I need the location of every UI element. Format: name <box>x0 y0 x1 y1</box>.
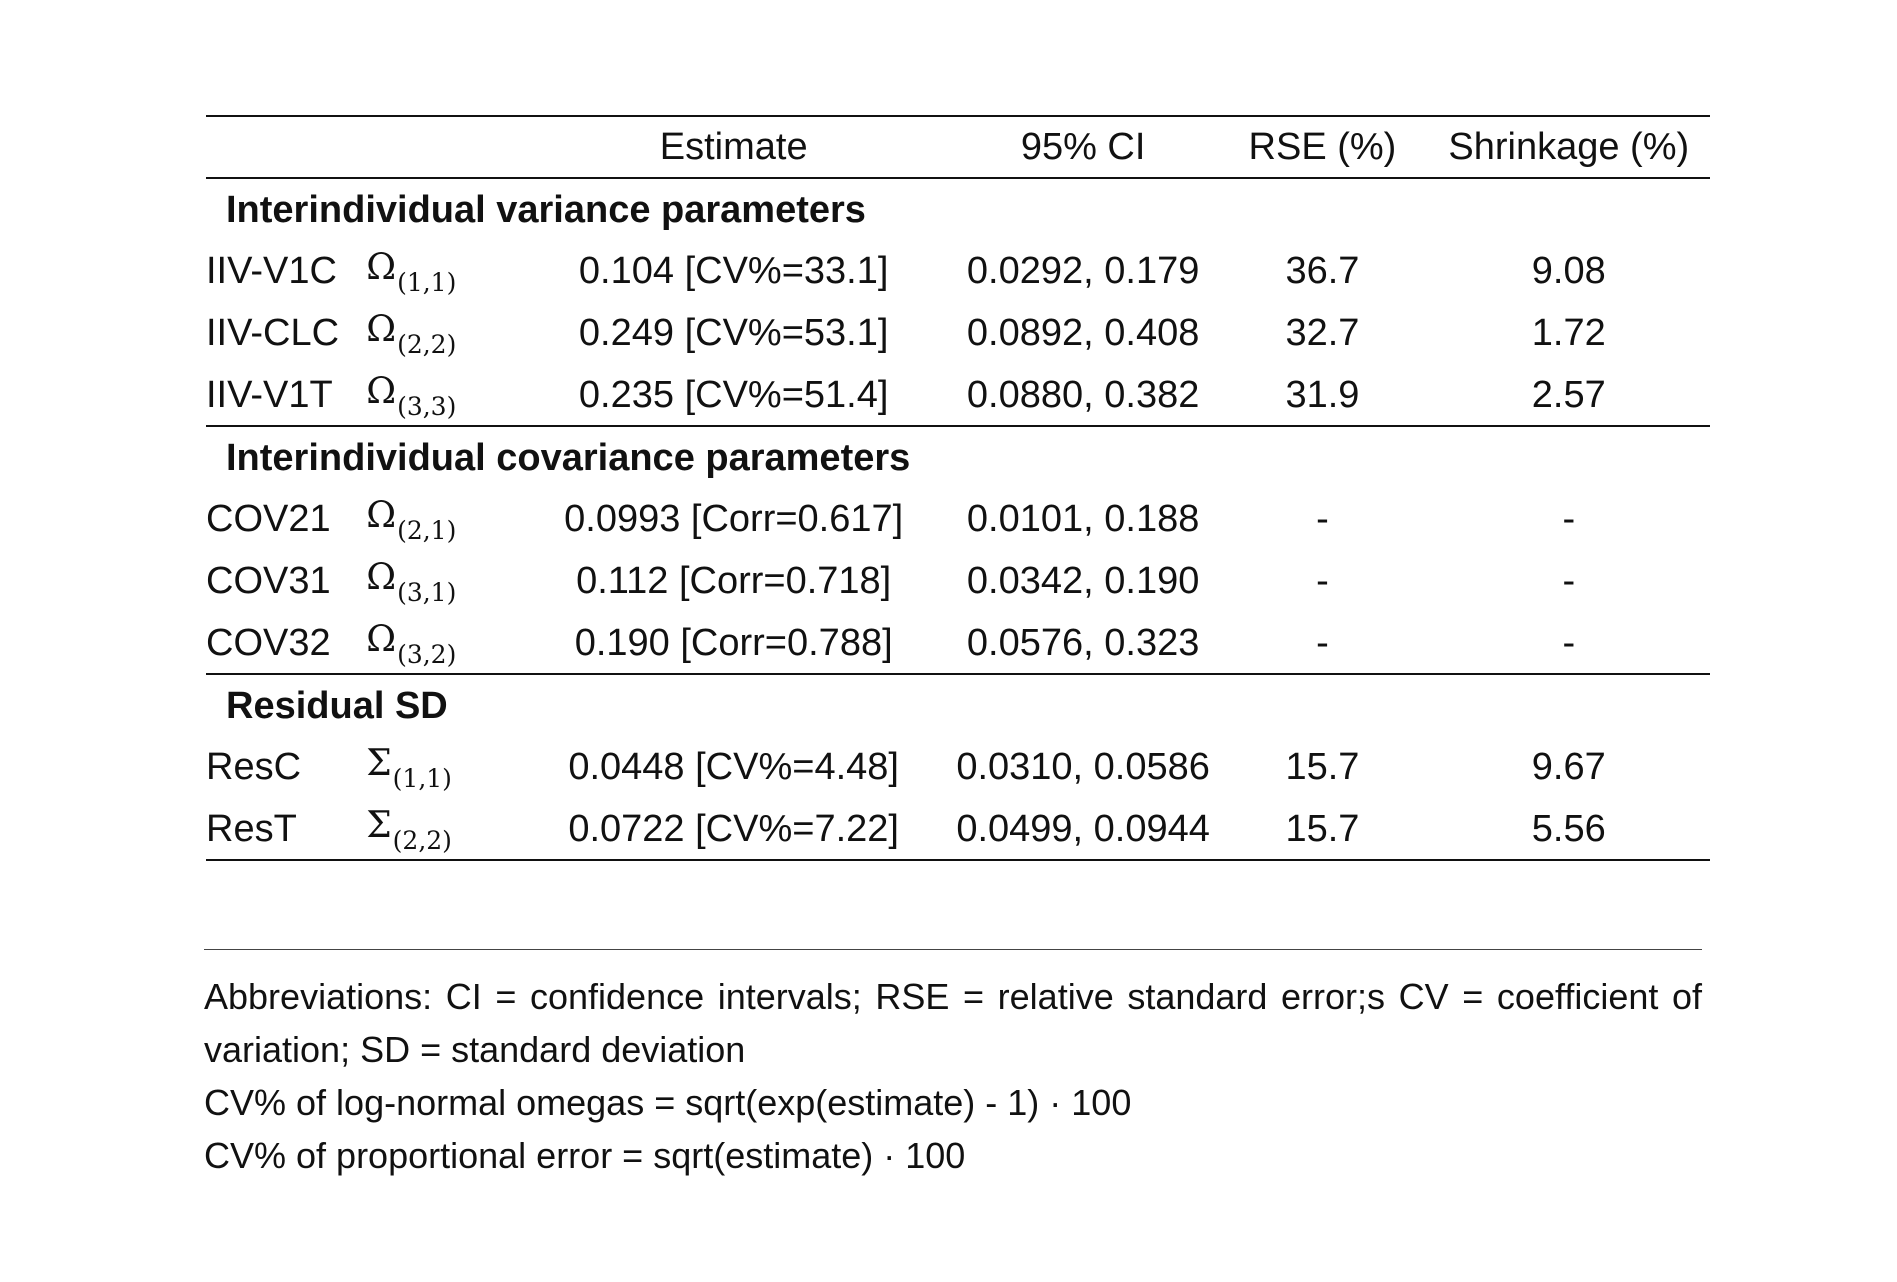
cell-parameter-name: ResT <box>206 798 366 860</box>
header-name <box>206 116 366 178</box>
cell-symbol <box>366 302 518 364</box>
note-abbreviations: Abbreviations: CI = confidence intervals; RSE = relative standard error;s CV = coefficient of variation; SD = standard deviation <box>204 976 1702 1070</box>
cell-shrinkage: 9.67 <box>1531 746 1606 788</box>
cell-rse: - <box>1217 612 1427 674</box>
cell-ci: 0.0576, 0.323 <box>949 612 1217 674</box>
cell-parameter-name: COV21 <box>206 498 331 540</box>
symbol-letter: Ω <box>366 309 397 350</box>
section-title: Residual SD <box>226 684 448 727</box>
symbol-subscript: (3,1) <box>397 578 457 607</box>
table-notes <box>204 949 1702 1182</box>
cell-estimate: 0.0722 [CV%=7.22] <box>518 798 949 860</box>
cell-shrinkage: - <box>1428 612 1710 674</box>
cell-ci: 0.0101, 0.188 <box>966 498 1200 540</box>
cell-symbol <box>366 736 518 798</box>
cell-shrinkage: 1.72 <box>1531 312 1606 354</box>
symbol-subscript: (1,1) <box>397 268 457 297</box>
cell-ci: 0.0292, 0.179 <box>966 250 1200 292</box>
symbol-subscript: (2,2) <box>397 330 457 359</box>
symbol-letter: Σ <box>366 743 392 784</box>
parameter-table <box>206 115 1710 861</box>
cell-shrinkage: - <box>1562 498 1576 540</box>
cell-ci: 0.0499, 0.0944 <box>949 798 1217 860</box>
section-header-row <box>206 426 1710 488</box>
cell-ci: 0.0892, 0.408 <box>966 312 1200 354</box>
cell-parameter-name: COV32 <box>206 612 366 674</box>
table-row <box>206 612 1710 674</box>
symbol-subscript: (1,1) <box>392 764 452 793</box>
cell-shrinkage: - <box>1562 560 1576 602</box>
cell-symbol <box>366 550 518 612</box>
cell-estimate: 0.0448 [CV%=4.48] <box>568 746 899 788</box>
symbol-letter: Ω <box>366 618 397 660</box>
section-header-row <box>206 178 1710 240</box>
cell-symbol <box>366 612 518 674</box>
cell-rse: 36.7 <box>1285 250 1360 292</box>
cell-rse: - <box>1316 498 1329 540</box>
symbol-letter: Ω <box>366 370 397 412</box>
table-row <box>206 798 1710 860</box>
cell-ci: 0.0880, 0.382 <box>949 364 1217 426</box>
header-ci: 95% CI <box>949 116 1217 178</box>
table-row <box>206 550 1710 612</box>
cell-symbol <box>366 364 518 426</box>
cell-symbol <box>366 488 518 550</box>
cell-rse: 15.7 <box>1285 746 1360 788</box>
cell-parameter-name: COV31 <box>206 560 331 602</box>
cell-estimate: 0.190 [Corr=0.788] <box>518 612 949 674</box>
cell-parameter-name: IIV-V1C <box>206 250 337 292</box>
symbol-letter: Ω <box>366 495 397 536</box>
cell-shrinkage: 5.56 <box>1428 798 1710 860</box>
header-rse: RSE (%) <box>1217 116 1427 178</box>
cell-estimate: 0.0993 [Corr=0.617] <box>564 498 904 540</box>
section-title: Interindividual covariance parameters <box>226 436 911 479</box>
cell-symbol <box>366 240 518 302</box>
cell-rse: 15.7 <box>1217 798 1427 860</box>
symbol-subscript: (2,2) <box>392 825 452 855</box>
symbol-subscript: (2,1) <box>397 516 457 545</box>
symbol-letter: Ω <box>366 557 397 598</box>
cell-rse: 31.9 <box>1217 364 1427 426</box>
note-cv-proportional: CV% of proportional error = sqrt(estimate) · 100 <box>204 1135 966 1176</box>
section-header-row <box>206 674 1710 736</box>
symbol-subscript: (3,3) <box>397 391 457 421</box>
cell-estimate: 0.104 [CV%=33.1] <box>578 250 889 292</box>
header-shrinkage: Shrinkage (%) <box>1428 116 1710 178</box>
section-title: Interindividual variance parameters <box>226 188 866 231</box>
symbol-subscript: (3,2) <box>397 639 457 669</box>
cell-parameter-name: IIV-V1T <box>206 364 366 426</box>
cell-shrinkage: 2.57 <box>1428 364 1710 426</box>
cell-rse: - <box>1316 560 1329 602</box>
table-row <box>206 736 1710 798</box>
cell-ci: 0.0310, 0.0586 <box>956 746 1210 788</box>
cell-ci: 0.0342, 0.190 <box>966 560 1200 602</box>
cell-estimate: 0.249 [CV%=53.1] <box>578 312 889 354</box>
table-row <box>206 302 1710 364</box>
header-symbol <box>366 116 518 178</box>
cell-estimate: 0.235 [CV%=51.4] <box>518 364 949 426</box>
cell-parameter-name: ResC <box>206 746 302 788</box>
cell-symbol <box>366 798 518 860</box>
note-cv-lognormal: CV% of log-normal omegas = sqrt(exp(estimate) - 1) · 100 <box>204 1082 1132 1123</box>
table-row <box>206 240 1710 302</box>
cell-estimate: 0.112 [Corr=0.718] <box>576 560 892 602</box>
table-row <box>206 364 1710 426</box>
table-header-row <box>206 116 1710 178</box>
table-row <box>206 488 1710 550</box>
table-body <box>206 178 1710 860</box>
symbol-letter: Σ <box>366 804 392 846</box>
cell-shrinkage: 9.08 <box>1531 250 1606 292</box>
parameter-table-container <box>206 115 1710 861</box>
symbol-letter: Ω <box>366 247 397 288</box>
header-estimate: Estimate <box>518 116 949 178</box>
cell-rse: 32.7 <box>1285 312 1360 354</box>
cell-parameter-name: IIV-CLC <box>206 312 340 354</box>
